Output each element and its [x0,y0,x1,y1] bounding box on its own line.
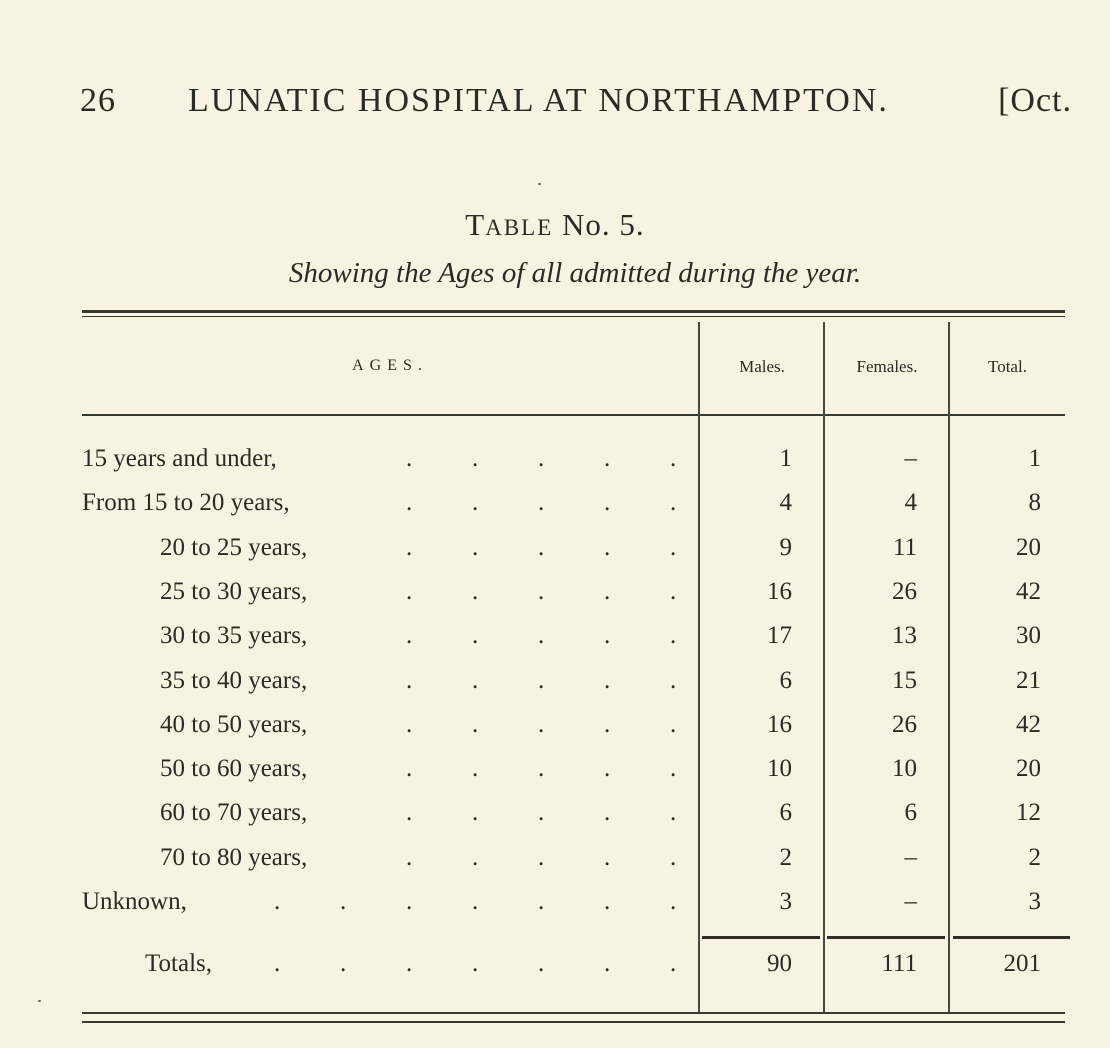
row-label: 70 to 80 years, [160,843,308,871]
leader-dot: . [406,666,413,694]
leader-dot: . [604,710,611,738]
total-cell: 42 [1016,577,1041,605]
totals-rule [827,936,945,939]
row-label: 30 to 35 years, [160,622,308,650]
leader-dot: . [670,755,677,783]
leader-dot: . [472,710,479,738]
leader-dot: . [604,950,611,977]
table-row [0,799,1110,843]
females-cell: 10 [892,755,917,783]
leader-dot: . [604,888,611,915]
leader-dot: . [538,445,545,472]
leader-dot: . [538,489,545,517]
females-cell: 26 [892,710,917,738]
leader-dot: . [604,489,611,517]
leader-dot: . [670,843,677,871]
leader-dot: . [340,888,347,915]
leader-dot: . [472,622,479,650]
leader-dot: . [670,489,677,517]
total-cell: 20 [1016,755,1041,783]
table-row [0,578,1110,622]
totals-row [0,950,1110,994]
totals-label: Totals, [145,950,212,977]
males-cell: 10 [767,755,792,783]
leader-dot: . [472,577,479,605]
leader-dot: . [670,799,677,827]
table-subtitle: Showing the Ages of all admitted during the year. [288,257,862,289]
table-top-rule [82,310,1065,313]
table-bottom-rule [82,1012,1065,1014]
leader-dot: . [406,489,413,517]
females-total: 111 [881,950,917,977]
leader-dot: . [406,843,413,871]
leader-dot: . [604,445,611,472]
leader-dot: . [604,666,611,694]
table-title [0,207,1110,243]
females-cell: – [904,888,917,915]
leader-dot: . [538,666,545,694]
leader-dot: . [538,950,545,977]
column-header-males: Males. [739,357,785,376]
header-rule [82,414,1065,416]
leader-dot: . [538,755,545,783]
leader-dot: . [274,950,281,977]
column-header-ages: AGES. [352,357,428,374]
males-cell: 6 [779,799,792,827]
leader-dot: . [604,622,611,650]
females-cell: – [904,843,917,871]
row-label: Unknown, [82,888,187,915]
leader-dot: . [406,799,413,827]
males-cell: 3 [779,888,792,915]
grand-total: 201 [1003,950,1041,977]
males-cell: 17 [767,622,792,650]
totals-rule [953,936,1070,939]
females-cell: 26 [892,577,917,605]
table-row [0,711,1110,755]
running-month: [Oct. [998,82,1072,119]
leader-dot: . [538,710,545,738]
leader-dot: . [274,888,281,915]
totals-rule [702,936,820,939]
females-cell: 13 [892,622,917,650]
table-row [0,844,1110,888]
column-header-females: Females. [856,357,918,376]
leader-dot: . [406,710,413,738]
leader-dot: . [670,888,677,915]
leader-dot: . [604,799,611,827]
leader-dot: . [538,843,545,871]
leader-dot: . [472,799,479,827]
total-cell: 30 [1016,622,1041,650]
table-bottom-rule-2 [82,1021,1065,1023]
table-row [0,445,1110,489]
leader-dot: . [538,577,545,605]
males-cell: 4 [779,489,792,517]
column-header-total: Total. [988,357,1027,376]
total-cell: 3 [1028,888,1041,915]
row-label: 20 to 25 years, [160,533,308,561]
leader-dot: . [340,950,347,977]
males-cell: 16 [767,710,792,738]
leader-dot: . [670,710,677,738]
leader-dot: . [406,577,413,605]
running-head [80,82,1072,132]
table-top-rule-thin [82,316,1065,317]
leader-dot: . [670,666,677,694]
total-cell: 1 [1028,445,1041,472]
leader-dot: . [406,950,413,977]
table-row [0,489,1110,533]
total-cell: 12 [1016,799,1041,827]
row-label: 40 to 50 years, [160,710,308,738]
females-cell: 15 [892,666,917,694]
row-label: 25 to 30 years, [160,577,308,605]
total-cell: 21 [1016,666,1041,694]
table-title-prefix: T [465,207,486,242]
table-row [0,755,1110,799]
table-row [0,622,1110,666]
table-title-suffix: No. 5. [553,207,645,242]
print-speck [538,183,541,185]
leader-dot: . [406,445,413,472]
leader-dot: . [538,799,545,827]
leader-dot: . [604,755,611,783]
page-number: 26 [80,82,116,119]
males-total: 90 [767,950,792,977]
leader-dot: . [670,950,677,977]
table-row [0,888,1110,932]
females-cell: 4 [904,489,917,517]
print-speck [38,1000,41,1002]
leader-dot: . [670,622,677,650]
leader-dot: . [472,533,479,561]
leader-dot: . [406,533,413,561]
males-cell: 6 [779,666,792,694]
row-label: From 15 to 20 years, [82,489,290,517]
total-cell: 20 [1016,533,1041,561]
leader-dot: . [670,577,677,605]
females-cell: 6 [904,799,917,827]
leader-dot: . [472,950,479,977]
leader-dot: . [472,666,479,694]
males-cell: 9 [779,533,792,561]
leader-dot: . [472,843,479,871]
table-row [0,667,1110,711]
leader-dot: . [670,445,677,472]
leader-dot: . [406,622,413,650]
running-title: LUNATIC HOSPITAL AT NORTHAMPTON. [188,82,889,119]
leader-dot: . [604,843,611,871]
total-cell: 2 [1028,843,1041,871]
leader-dot: . [604,577,611,605]
leader-dot: . [472,755,479,783]
total-cell: 42 [1016,710,1041,738]
row-label: 50 to 60 years, [160,755,308,783]
males-cell: 2 [779,843,792,871]
leader-dot: . [472,888,479,915]
females-cell: – [904,445,917,472]
leader-dot: . [538,888,545,915]
row-label: 35 to 40 years, [160,666,308,694]
males-cell: 16 [767,577,792,605]
leader-dot: . [538,533,545,561]
table-row [0,534,1110,578]
females-cell: 11 [892,533,917,561]
leader-dot: . [604,533,611,561]
leader-dot: . [406,888,413,915]
row-label: 15 years and under, [82,445,277,472]
leader-dot: . [472,489,479,517]
leader-dot: . [538,622,545,650]
leader-dot: . [670,533,677,561]
row-label: 60 to 70 years, [160,799,308,827]
leader-dot: . [406,755,413,783]
total-cell: 8 [1028,489,1041,517]
table-title-smallcaps: ABLE [485,215,554,240]
males-cell: 1 [779,445,792,472]
leader-dot: . [472,445,479,472]
